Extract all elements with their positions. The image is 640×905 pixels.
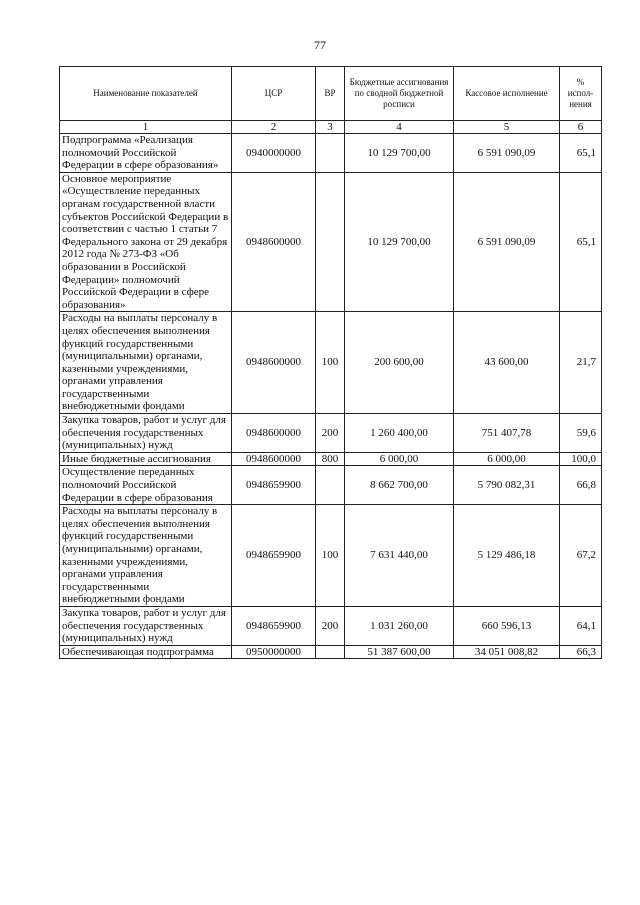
column-number: 5 [454, 121, 560, 134]
column-number: 4 [345, 121, 454, 134]
vr-code: 200 [316, 606, 345, 645]
column-number: 3 [316, 121, 345, 134]
indicator-name: Расходы на выплаты персоналу в целях обеспечения выполнения функций государственными (муниципальными) органами, казенными учреждениями, органами управления государственными внебюджетными фондами [60, 505, 232, 607]
csr-code: 0948600000 [232, 452, 316, 466]
cash-execution: 6 591 090,09 [454, 134, 560, 173]
vr-code [316, 645, 345, 659]
csr-code: 0948600000 [232, 172, 316, 312]
budget-allocation: 1 260 400,00 [345, 414, 454, 453]
header-indicator-name: Наименование показателей [60, 67, 232, 121]
indicator-name: Расходы на выплаты персоналу в целях обеспечения выполнения функций государственными (муниципальными) органами, казенными учреждениями, органами управления государственными внебюджетными фондами [60, 312, 232, 414]
execution-percent: 59,6 [560, 414, 602, 453]
budget-allocation: 10 129 700,00 [345, 172, 454, 312]
csr-code: 0948600000 [232, 312, 316, 414]
table-row [60, 452, 602, 466]
table-header-row [60, 67, 602, 121]
table-row [60, 466, 602, 505]
execution-percent: 67,2 [560, 505, 602, 607]
page-number: 77 [314, 38, 326, 52]
execution-percent: 65,1 [560, 134, 602, 173]
cash-execution: 6 591 090,09 [454, 172, 560, 312]
table-row [60, 606, 602, 645]
vr-code [316, 466, 345, 505]
header-cash-execution: Кассовое исполнение [454, 67, 560, 121]
budget-allocation: 200 600,00 [345, 312, 454, 414]
cash-execution: 660 596,13 [454, 606, 560, 645]
table-row [60, 645, 602, 659]
header-budget-allocations: Бюджетные ассигнования по сводной бюджетной росписи [345, 67, 454, 121]
budget-allocation: 8 662 700,00 [345, 466, 454, 505]
vr-code: 100 [316, 312, 345, 414]
indicator-name: Основное мероприятие «Осуществление переданных органам государственной власти субъектов Российской Федерации в соответствии с частью 1 статьи 7 Федерального закона от 29 декабря 2012 года № 273-ФЗ «Об образовании в Российской Федерации» полномочий Российской Федерации в сфере образования» [60, 172, 232, 312]
csr-code: 0950000000 [232, 645, 316, 659]
execution-percent: 64,1 [560, 606, 602, 645]
vr-code: 800 [316, 452, 345, 466]
cash-execution: 5 790 082,31 [454, 466, 560, 505]
csr-code: 0940000000 [232, 134, 316, 173]
budget-execution-table [59, 66, 602, 659]
header-execution-percent: % испол-нения [560, 67, 602, 121]
vr-code: 200 [316, 414, 345, 453]
cash-execution: 6 000,00 [454, 452, 560, 466]
indicator-name: Осуществление переданных полномочий Российской Федерации в сфере образования [60, 466, 232, 505]
column-number: 1 [60, 121, 232, 134]
execution-percent: 66,3 [560, 645, 602, 659]
execution-percent: 21,7 [560, 312, 602, 414]
cash-execution: 5 129 486,18 [454, 505, 560, 607]
execution-percent: 66,8 [560, 466, 602, 505]
table-row [60, 172, 602, 312]
csr-code: 0948659900 [232, 606, 316, 645]
header-csr: ЦСР [232, 67, 316, 121]
header-vr: ВР [316, 67, 345, 121]
vr-code [316, 134, 345, 173]
csr-code: 0948659900 [232, 466, 316, 505]
indicator-name: Иные бюджетные ассигнования [60, 452, 232, 466]
budget-allocation: 1 031 260,00 [345, 606, 454, 645]
cash-execution: 751 407,78 [454, 414, 560, 453]
indicator-name: Обеспечивающая подпрограмма [60, 645, 232, 659]
execution-percent: 65,1 [560, 172, 602, 312]
column-number: 6 [560, 121, 602, 134]
indicator-name: Закупка товаров, работ и услуг для обеспечения государственных (муниципальных) нужд [60, 414, 232, 453]
budget-allocation: 7 631 440,00 [345, 505, 454, 607]
cash-execution: 43 600,00 [454, 312, 560, 414]
budget-allocation: 10 129 700,00 [345, 134, 454, 173]
vr-code: 100 [316, 505, 345, 607]
indicator-name: Подпрограмма «Реализация полномочий Российской Федерации в сфере образования» [60, 134, 232, 173]
vr-code [316, 172, 345, 312]
csr-code: 0948600000 [232, 414, 316, 453]
column-number: 2 [232, 121, 316, 134]
table-row [60, 134, 602, 173]
budget-allocation: 6 000,00 [345, 452, 454, 466]
cash-execution: 34 051 008,82 [454, 645, 560, 659]
table-row [60, 312, 602, 414]
table-row [60, 414, 602, 453]
budget-allocation: 51 387 600,00 [345, 645, 454, 659]
table-row [60, 505, 602, 607]
csr-code: 0948659900 [232, 505, 316, 607]
execution-percent: 100,0 [560, 452, 602, 466]
indicator-name: Закупка товаров, работ и услуг для обеспечения государственных (муниципальных) нужд [60, 606, 232, 645]
column-number-row [60, 121, 602, 134]
